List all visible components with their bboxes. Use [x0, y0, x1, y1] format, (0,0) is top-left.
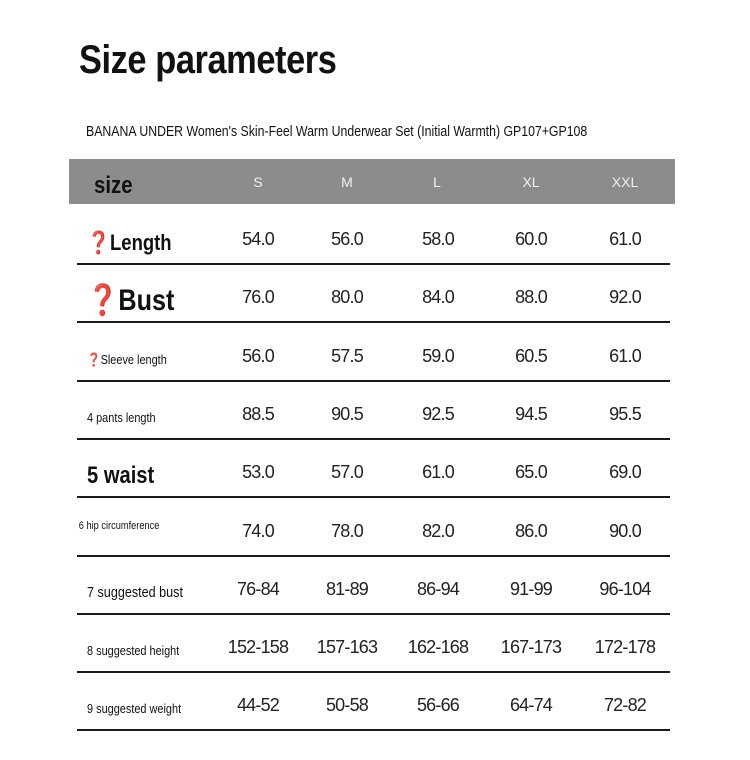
table-cell: 81-89 [325, 579, 369, 599]
table-cell: 92.0 [609, 287, 641, 307]
row-label: 6 hip circumference [78, 520, 160, 532]
table-cell: 50-58 [325, 695, 369, 715]
table-cell: 82.0 [422, 521, 454, 541]
row-divider [77, 671, 670, 673]
row-label: 9 suggested weight [87, 701, 182, 717]
table-cell: 54.0 [242, 229, 274, 249]
row-divider [77, 496, 670, 498]
table-cell: 60.0 [515, 229, 547, 249]
table-cell: 61.0 [422, 462, 454, 482]
table-cell: 172-178 [594, 637, 656, 657]
table-cell: 157-163 [316, 637, 378, 657]
table-cell: 57.0 [331, 462, 363, 482]
column-header-s: S [253, 174, 263, 190]
row-divider [77, 380, 670, 382]
row-divider [77, 729, 670, 731]
table-cell: 86-94 [416, 579, 460, 599]
table-cell: 86.0 [515, 521, 547, 541]
row-label: 5 waist [87, 461, 155, 489]
row-divider [77, 555, 670, 557]
table-cell: 44-52 [236, 695, 280, 715]
table-cell: 56-66 [416, 695, 460, 715]
table-cell: 88.0 [515, 287, 547, 307]
row-divider [77, 263, 670, 265]
table-cell: 90.0 [609, 521, 641, 541]
table-cell: 53.0 [242, 462, 274, 482]
table-cell: 61.0 [609, 229, 641, 249]
row-divider [77, 438, 670, 440]
table-cell: 90.5 [331, 404, 363, 424]
table-cell: 96-104 [599, 579, 651, 599]
table-cell: 69.0 [609, 462, 641, 482]
table-cell: 65.0 [515, 462, 547, 482]
table-cell: 162-168 [407, 637, 469, 657]
product-subtitle: BANANA UNDER Women's Skin-Feel Warm Underwear Set (Initial Warmth) GP107+GP108 [86, 123, 588, 140]
row-divider [77, 613, 670, 615]
row-divider [77, 321, 670, 323]
header-size-label: size [94, 172, 133, 199]
table-cell: 78.0 [331, 521, 363, 541]
column-header-l: L [433, 174, 441, 190]
table-cell: 95.5 [609, 404, 641, 424]
table-cell: 94.5 [515, 404, 547, 424]
table-cell: 58.0 [422, 229, 454, 249]
row-label: 4 pants length [87, 410, 156, 426]
table-cell: 74.0 [242, 521, 274, 541]
table-cell: 57.5 [331, 346, 363, 366]
table-cell: 76.0 [242, 287, 274, 307]
table-cell: 88.5 [242, 404, 274, 424]
table-cell: 59.0 [422, 346, 454, 366]
table-cell: 56.0 [331, 229, 363, 249]
table-cell: 76-84 [236, 579, 280, 599]
table-cell: 167-173 [500, 637, 562, 657]
column-header-xxl: XXL [611, 174, 639, 190]
row-label: ❓Bust [87, 284, 175, 317]
table-cell: 72-82 [603, 695, 647, 715]
table-cell: 152-158 [227, 637, 289, 657]
table-cell: 92.5 [422, 404, 454, 424]
page-title: Size parameters [79, 38, 337, 82]
table-cell: 60.5 [515, 346, 547, 366]
row-label: ❓Sleeve length [87, 352, 167, 368]
row-label: 8 suggested height [87, 643, 180, 659]
column-header-m: M [341, 174, 353, 190]
row-label: ❓Length [87, 229, 172, 255]
table-cell: 91-99 [509, 579, 553, 599]
table-cell: 84.0 [422, 287, 454, 307]
table-cell: 61.0 [609, 346, 641, 366]
table-cell: 64-74 [509, 695, 553, 715]
table-cell: 56.0 [242, 346, 274, 366]
row-label: 7 suggested bust [87, 584, 183, 601]
column-header-xl: XL [522, 174, 540, 190]
table-cell: 80.0 [331, 287, 363, 307]
